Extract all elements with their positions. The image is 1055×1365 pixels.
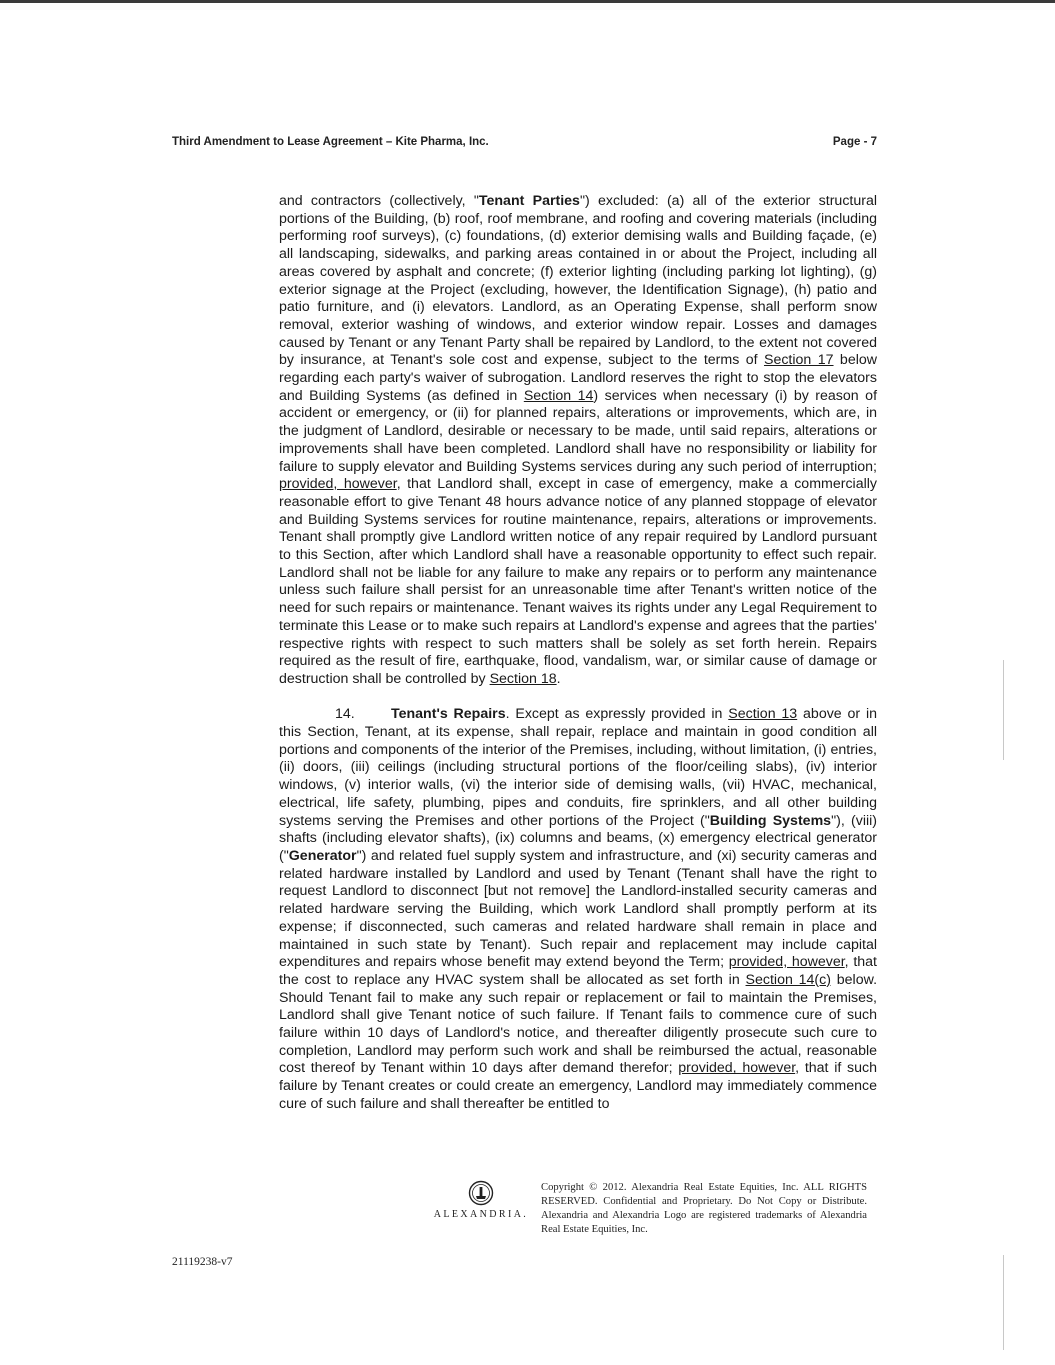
page-number: Page - 7 — [832, 136, 877, 148]
section-reference: Section 18 — [489, 670, 557, 687]
logo-wordmark: ALEXANDRIA. — [433, 1209, 529, 1220]
section-reference: Section 14 — [523, 387, 594, 404]
section-number: 14. — [335, 706, 355, 723]
scan-top-edge — [0, 0, 1055, 3]
proviso-phrase: provided, however — [728, 954, 845, 971]
alexandria-logo — [432, 1180, 530, 1220]
paragraph-14: 14. Tenant's Repairs. Except as expressly provided in Section 13 above or in this Section, Tenant, at its expense, shall repair, replace and maintain in good condition all portions and components of the interior of the Premises, including, without limitation, (i) entries, (ii) doors, (iii) ceilings (including structural portions of the floor/ceiling slabs), (iv) interior windows, (v) interior walls, (vi) the interior side of demising walls, (vii) HVAC, mechanical, electrical, life safety, plumbing, pipes and conduits, fire sprinklers, and all other building systems serving the Premises and other portions of the Project ("Building Systems"), (viii) shafts (including elevator shafts), (ix) columns and beams, (x) emergency electrical generator ("Generator") and related fuel supply system and infrastructure, and (xi) security cameras and related hardware installed by Landlord and used by Tenant (Tenant shall have the right to request Landlord to disconnect [but not remove] the Landlord-installed security cameras and related hardware serving the Building, which work Landlord shall promptly perform at its expense; if disconnected, such cameras and related hardware shall remain in place and maintained in such state by Tenant). Such repair and replacement may include capital expenditures and repairs whose benefit may extend beyond the Term; provided, however, that the cost to replace any HVAC system shall be allocated as set forth in Section 14(c) below. Should Tenant fail to make any such repair or replacement or fail to maintain the Premises, Landlord shall give Tenant notice of such failure. If Tenant fails to commence cure of such failure within 10 days of Landlord's notice, and thereafter diligently prosecute such cure to completion, Landlord may perform such work and shall be reimbursed the actual, reasonable cost thereof by Tenant within 10 days after demand therefor; provided, however, that if such failure by Tenant creates or could create an emergency, Landlord may immediately commence cure of such failure and shall thereafter be entitled to — [279, 706, 878, 1112]
section-reference: Section 17 — [763, 352, 834, 369]
copyright-notice: Copyright © 2012. Alexandria Real Estate Equities, Inc. ALL RIGHTS RESERVED. Confidential and Proprietary. Do Not Copy or Distribute. Alexandria and Alexandria Logo are registered trademarks of Alexandria Real Estate Equities, Inc. — [541, 1182, 867, 1235]
alexandria-emblem-icon — [468, 1180, 494, 1206]
section-reference: Section 13 — [728, 706, 798, 723]
document-title: Third Amendment to Lease Agreement – Kite Pharma, Inc. — [172, 136, 489, 148]
defined-term: Tenant Parties — [478, 193, 580, 209]
section-heading: Tenant's Repairs — [391, 706, 506, 723]
section-reference: Section 14(c) — [745, 971, 831, 988]
proviso-phrase: provided, however — [678, 1060, 796, 1077]
paragraph-13-continued: and contractors (collectively, "Tenant Parties") excluded: (a) all of the exterior structural portions of the Building, (b) roof, roof membrane, and roofing and covering materials (including performing roof surveys), (c) foundations, (d) exterior demising walls and Building façade, (e) all landscaping, sidewalks, and parking areas contained in or about the Project, including all areas covered by asphalt and concrete; (f) exterior lighting (including parking lot lighting), (g) exterior signage at the Project (excluding, however, the Identification Signage), (h) patio and patio furniture, and (i) elevators. Landlord, as an Operating Expense, shall perform snow removal, exterior washing of windows, and exterior window repair. Losses and damages caused by Tenant or any Tenant Party shall be repaired by Landlord, to the extent not covered by insurance, at Tenant's sole cost and expense, subject to the terms of Section 17 below regarding each party's waiver of subrogation. Landlord reserves the right to stop the elevators and Building Systems (as defined in Section 14) services when necessary (i) by reason of accident or emergency, or (ii) for planned repairs, alterations or improvements, which are, in the judgment of Landlord, desirable or necessary to be made, until said repairs, alterations or improvements shall have been completed. Landlord shall have no responsibility or liability for failure to supply elevator and Building Systems services during any such period of interruption; provided, however, that Landlord shall, except in case of emergency, make a commercially reasonable effort to give Tenant 48 hours advance notice of any planned stoppage of elevator and Building Systems services for routine maintenance, repairs, alterations or improvements. Tenant shall promptly give Landlord written notice of any repair required by Landlord pursuant to this Section, after which Landlord shall have a reasonable opportunity to effect such repair. Landlord shall not be liable for any failure to make any repairs or to perform any maintenance unless such failure shall persist for an unreasonable time after Tenant's written notice of the need for such repairs or maintenance. Tenant waives its rights under any Legal Requirement to terminate this Lease or to make such repairs at Landlord's expense and agrees that the parties' respective rights with respect to such matters shall be solely as set forth herein. Repairs required as the result of fire, earthquake, flood, vandalism, war, or similar cause of damage or destruction shall be controlled by Section 18. — [279, 193, 878, 687]
scan-margin-mark — [1003, 660, 1004, 760]
page-header — [172, 136, 877, 148]
proviso-phrase: provided, however — [279, 476, 397, 493]
defined-term: Building Systems — [709, 812, 832, 829]
scan-margin-mark — [1003, 1255, 1004, 1350]
document-id: 21119238-v7 — [172, 1256, 233, 1268]
defined-term: Generator — [288, 848, 357, 864]
document-body — [279, 193, 877, 1114]
